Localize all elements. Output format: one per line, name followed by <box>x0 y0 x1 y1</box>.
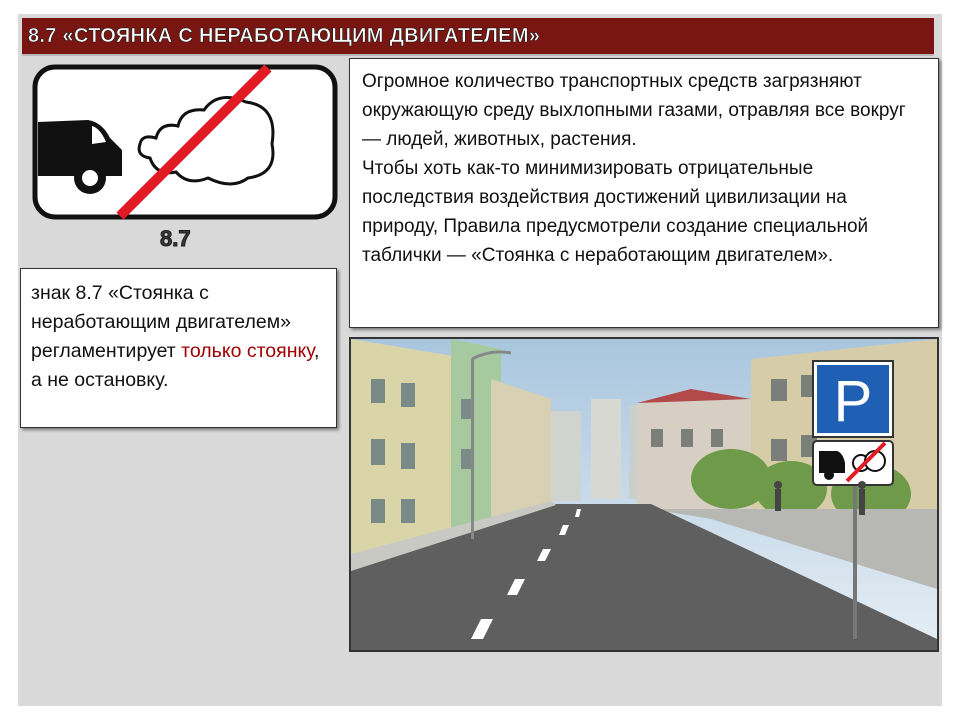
left-text-part2: , а не остановку. <box>31 340 320 391</box>
left-text-highlight: только стоянку <box>181 340 315 362</box>
right-text <box>362 67 928 270</box>
left-text <box>31 279 329 395</box>
parking-letter: P <box>833 369 873 434</box>
right-text-para1: Огромное количество транспортных средств загрязняют окружающую среду выхлопными газами, отравляя все вокруг — людей, животных, растения. <box>362 71 906 150</box>
slide-title: 8.7 «СТОЯНКА С НЕРАБОТАЮЩИМ ДВИГАТЕЛЕМ» <box>28 25 541 47</box>
sign-number: 8.7 <box>160 226 191 251</box>
street-scene-image <box>349 337 939 652</box>
left-text-part1: знак 8.7 «Стоянка с неработающим двигателем» регламентирует <box>31 282 291 362</box>
right-text-para2: Чтобы хоть как-то минимизировать отрицательные последствия воздействия достижений цивилизации на природу, Правила предусмотрели создание специальной таблички — «Стоянка с неработающим двигателем». <box>362 158 869 266</box>
left-text-box <box>20 268 337 428</box>
sign-8-7-image <box>32 64 338 220</box>
title-bar <box>22 18 934 54</box>
right-text-box <box>349 58 939 328</box>
